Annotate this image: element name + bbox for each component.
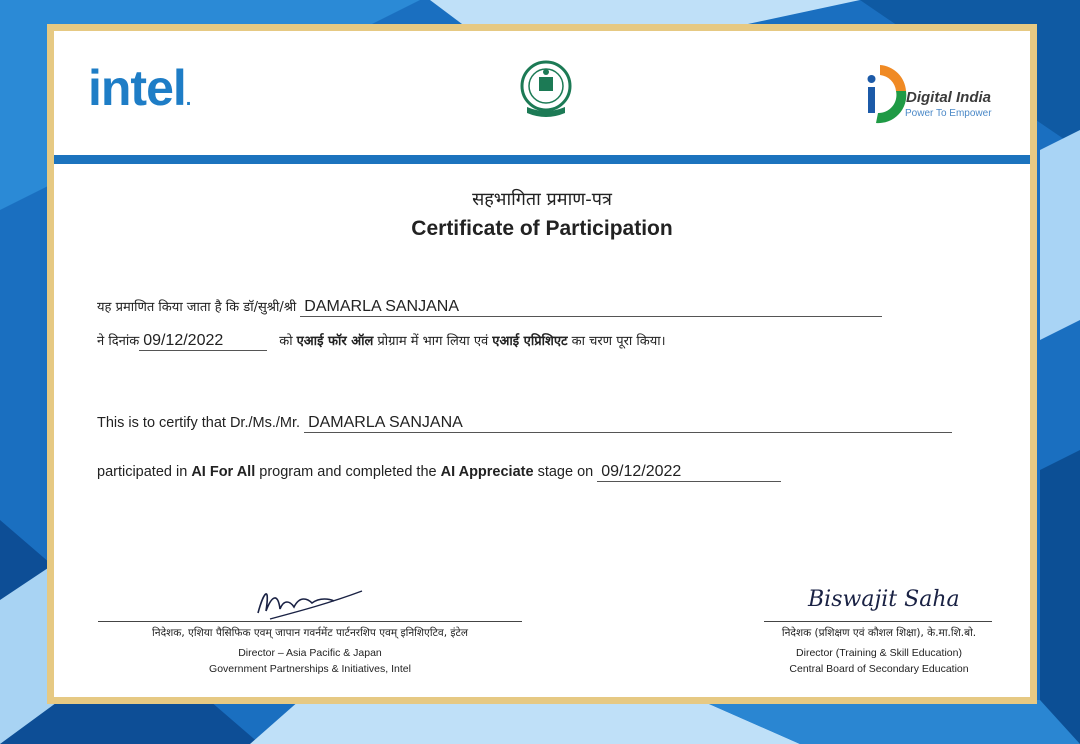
- right-signatory-org: Central Board of Secondary Education: [789, 663, 969, 675]
- right-signatory: [744, 625, 1014, 677]
- left-signatory-hindi: निदेशक, एशिया पैसिफिक एवम् जापान गवर्नमेंट पार्टनरशिप एवम् इनिशिएटिव, इंटेल: [152, 627, 468, 639]
- right-signature-line: [764, 621, 992, 622]
- right-signature: Biswajit Saha: [808, 587, 960, 612]
- digital-india-icon: [850, 61, 910, 127]
- stage-name: AI Appreciate: [440, 464, 534, 480]
- recipient-name-hindi-section: DAMARLA SANJANA: [300, 297, 882, 317]
- english-line-2-a: participated in: [97, 464, 188, 480]
- left-signatory-org: Government Partnerships & Initiatives, Intel: [209, 663, 411, 675]
- digital-india-name: Digital India: [906, 89, 992, 106]
- english-line-1: [97, 413, 952, 433]
- completion-date: 09/12/2022: [597, 462, 781, 482]
- english-line-2-c: stage on: [537, 464, 594, 480]
- english-line-2-b: program and completed the: [259, 464, 437, 480]
- date-hindi-section: 09/12/2022: [139, 331, 267, 351]
- right-signatory-title: Director (Training & Skill Education): [796, 647, 962, 659]
- recipient-name: DAMARLA SANJANA: [304, 413, 952, 433]
- hindi-line-2: [97, 331, 666, 351]
- left-signatory: [98, 625, 522, 677]
- header-divider: [54, 155, 1030, 164]
- hindi-ko: को: [279, 334, 293, 349]
- left-signature: [250, 581, 370, 623]
- certificate-title: Certificate of Participation: [411, 217, 673, 240]
- digital-india-tagline: Power To Empower: [905, 108, 992, 119]
- certificate: [54, 31, 1030, 697]
- english-line-1-prefix: This is to certify that Dr./Ms./Mr.: [97, 415, 301, 431]
- hindi-line-1: [97, 297, 882, 317]
- left-signatory-title: Director – Asia Pacific & Japan: [238, 647, 382, 659]
- hindi-line-2-prefix: ने दिनांक: [97, 334, 140, 349]
- left-signature-line: [98, 621, 522, 622]
- english-line-2: [97, 462, 781, 482]
- hindi-line-2-suffix: का चरण पूरा किया।: [571, 334, 666, 349]
- hindi-line-2-mid: प्रोग्राम में भाग लिया एवं: [377, 334, 489, 349]
- intel-logo: intel.: [88, 60, 191, 116]
- cbse-seal-icon: [517, 59, 575, 121]
- program-name: AI For All: [191, 464, 256, 480]
- stage-name-hindi: एआई एप्रिशिएट: [492, 334, 568, 349]
- certificate-title-hindi: सहभागिता प्रमाण-पत्र: [472, 189, 612, 210]
- program-name-hindi: एआई फॉर ऑल: [296, 334, 374, 349]
- hindi-line-1-prefix: यह प्रमाणित किया जाता है कि डॉ/सुश्री/श्री: [97, 300, 297, 315]
- right-signatory-hindi: निदेशक (प्रशिक्षण एवं कौशल शिक्षा), के.मा.शि.बो.: [781, 627, 977, 639]
